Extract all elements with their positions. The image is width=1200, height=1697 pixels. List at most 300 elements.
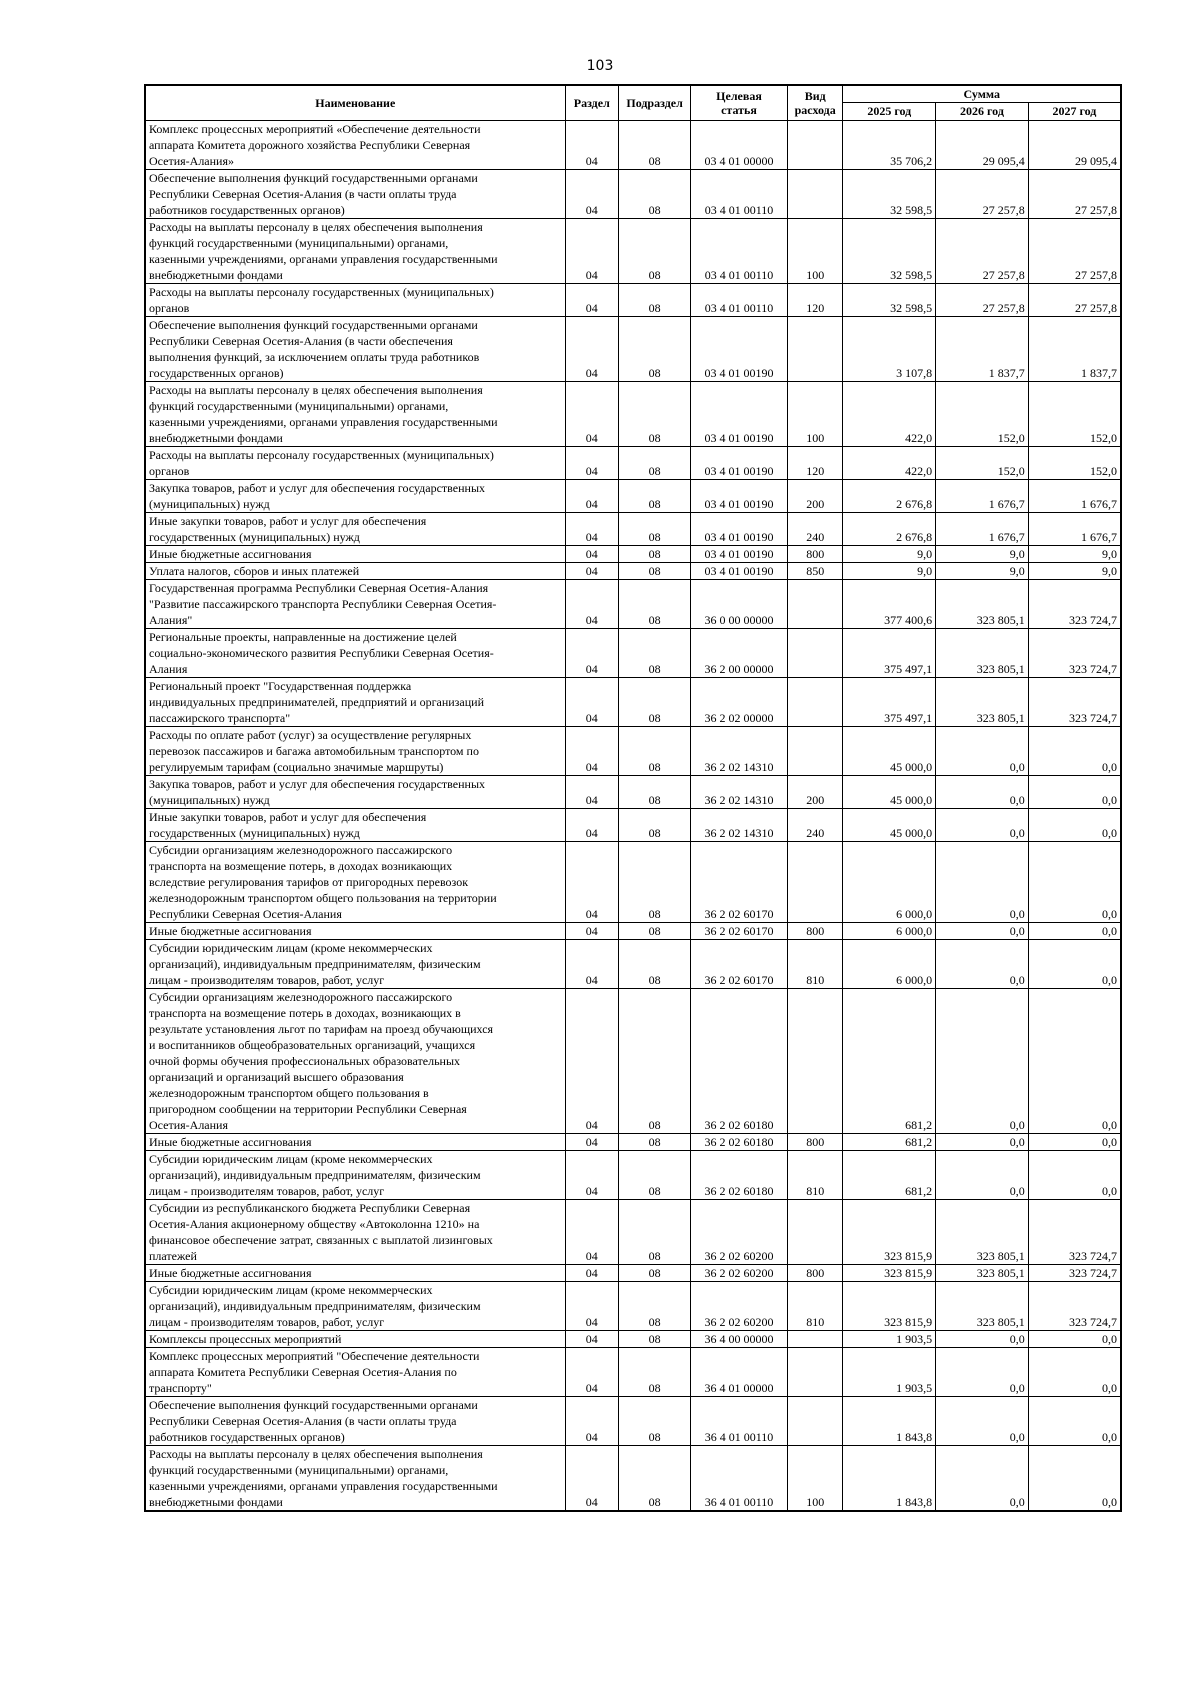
amount-2027-cell: 323 724,7 — [1028, 579, 1121, 628]
target-article-cell: 36 4 01 00110 — [691, 1445, 788, 1511]
amount-2027-cell: 0,0 — [1028, 841, 1121, 922]
subsection-cell: 08 — [619, 446, 691, 479]
expense-kind-cell: 200 — [787, 775, 843, 808]
expense-kind-cell: 800 — [787, 1133, 843, 1150]
item-name-line: железнодорожным транспортом общего пользования в — [149, 1085, 429, 1100]
item-name-line: индивидуальных предпринимателей, предприятий и организаций — [149, 694, 484, 709]
amount-2026-cell: 0,0 — [936, 808, 1029, 841]
amount-2025-cell: 45 000,0 — [843, 775, 936, 808]
section-cell: 04 — [565, 808, 619, 841]
item-name-line: организаций), индивидуальным предпринимателям, физическим — [149, 1298, 481, 1313]
item-name-line: (муниципальных) нужд — [149, 792, 270, 807]
section-cell: 04 — [565, 1396, 619, 1445]
subsection-cell: 08 — [619, 169, 691, 218]
section-cell: 04 — [565, 1281, 619, 1330]
amount-2025-cell: 9,0 — [843, 545, 936, 562]
amount-2027-cell: 27 257,8 — [1028, 218, 1121, 283]
subsection-cell: 08 — [619, 316, 691, 381]
amount-2027-cell: 0,0 — [1028, 1330, 1121, 1347]
expense-kind-cell — [787, 120, 843, 169]
target-article-cell: 36 2 02 60170 — [691, 922, 788, 939]
table-row — [145, 677, 1121, 726]
item-name-line: казенными учреждениями, органами управления государственными — [149, 1478, 498, 1493]
item-name-line: Расходы на выплаты персоналу в целях обеспечения выполнения — [149, 382, 483, 397]
expense-kind-cell — [787, 677, 843, 726]
item-name-line: Иные закупки товаров, работ и услуг для обеспечения — [149, 513, 427, 528]
amount-2026-cell: 0,0 — [936, 1445, 1029, 1511]
subsection-cell: 08 — [619, 218, 691, 283]
item-name-line: пассажирского транспорта" — [149, 710, 291, 725]
item-name-line: организаций), индивидуальным предпринимателям, физическим — [149, 1167, 481, 1182]
item-name-line: внебюджетными фондами — [149, 430, 283, 445]
item-name-line: органов — [149, 463, 190, 478]
table-row — [145, 579, 1121, 628]
table-row — [145, 628, 1121, 677]
item-name-line: Комплекс процессных мероприятий "Обеспечение деятельности — [149, 1348, 480, 1363]
expense-kind-cell: 850 — [787, 562, 843, 579]
amount-2025-cell: 35 706,2 — [843, 120, 936, 169]
item-name-line: вследствие регулирования тарифов от пригородных перевозок — [149, 874, 469, 889]
section-cell: 04 — [565, 775, 619, 808]
subsection-cell: 08 — [619, 283, 691, 316]
target-article-cell: 03 4 01 00110 — [691, 169, 788, 218]
item-name-cell — [145, 562, 565, 579]
table-row — [145, 939, 1121, 988]
expense-kind-cell: 100 — [787, 218, 843, 283]
amount-2027-cell: 1 676,7 — [1028, 479, 1121, 512]
amount-2026-cell: 152,0 — [936, 446, 1029, 479]
item-name-line: работников государственных органов) — [149, 202, 345, 217]
section-cell: 04 — [565, 479, 619, 512]
section-cell: 04 — [565, 939, 619, 988]
item-name-line: финансовое обеспечение затрат, связанных с выплатой лизинговых — [149, 1232, 493, 1247]
item-name-line: Республики Северная Осетия-Алания (в части оплаты труда — [149, 1413, 457, 1428]
item-name-line: Региональный проект "Государственная поддержка — [149, 678, 412, 693]
amount-2026-cell: 152,0 — [936, 381, 1029, 446]
item-name-line: Иные бюджетные ассигнования — [149, 923, 312, 938]
amount-2026-cell: 323 805,1 — [936, 1199, 1029, 1264]
item-name-line: (муниципальных) нужд — [149, 496, 270, 511]
target-article-cell: 36 2 02 60200 — [691, 1199, 788, 1264]
table-row — [145, 1133, 1121, 1150]
item-name-cell — [145, 841, 565, 922]
amount-2027-cell: 1 676,7 — [1028, 512, 1121, 545]
amount-2026-cell: 323 805,1 — [936, 628, 1029, 677]
amount-2025-cell: 32 598,5 — [843, 169, 936, 218]
amount-2026-cell: 1 676,7 — [936, 512, 1029, 545]
item-name-cell — [145, 775, 565, 808]
amount-2026-cell: 0,0 — [936, 841, 1029, 922]
amount-2026-cell: 323 805,1 — [936, 579, 1029, 628]
amount-2027-cell: 152,0 — [1028, 446, 1121, 479]
expense-kind-cell — [787, 988, 843, 1133]
table-row — [145, 1347, 1121, 1396]
item-name-line: государственных (муниципальных) нужд — [149, 529, 360, 544]
subsection-cell: 08 — [619, 1396, 691, 1445]
item-name-cell — [145, 726, 565, 775]
item-name-cell — [145, 512, 565, 545]
table-row — [145, 1330, 1121, 1347]
header-target-article — [691, 85, 788, 120]
item-name-cell — [145, 1330, 565, 1347]
expense-kind-cell — [787, 1330, 843, 1347]
amount-2026-cell: 0,0 — [936, 775, 1029, 808]
target-article-cell: 36 2 02 60200 — [691, 1264, 788, 1281]
subsection-cell: 08 — [619, 512, 691, 545]
target-article-cell: 03 4 01 00190 — [691, 316, 788, 381]
target-article-cell: 36 4 00 00000 — [691, 1330, 788, 1347]
amount-2027-cell: 0,0 — [1028, 988, 1121, 1133]
target-article-cell: 36 2 02 60180 — [691, 988, 788, 1133]
amount-2025-cell: 422,0 — [843, 446, 936, 479]
amount-2025-cell: 32 598,5 — [843, 218, 936, 283]
item-name-line: Государственная программа Республики Северная Осетия-Алания — [149, 580, 489, 595]
table-row — [145, 512, 1121, 545]
item-name-line: Комплекс процессных мероприятий «Обеспечение деятельности — [149, 121, 481, 136]
amount-2027-cell: 27 257,8 — [1028, 169, 1121, 218]
amount-2025-cell: 1 903,5 — [843, 1330, 936, 1347]
amount-2025-cell: 9,0 — [843, 562, 936, 579]
section-cell: 04 — [565, 218, 619, 283]
subsection-cell: 08 — [619, 1150, 691, 1199]
item-name-line: организаций и организаций высшего образования — [149, 1069, 404, 1084]
target-article-cell: 03 4 01 00190 — [691, 479, 788, 512]
item-name-cell — [145, 479, 565, 512]
item-name-line: железнодорожным транспортом общего пользования на территории — [149, 890, 497, 905]
expense-kind-cell: 120 — [787, 446, 843, 479]
item-name-line: государственных органов) — [149, 365, 284, 380]
item-name-line: пригородном сообщении на территории Республики Северная — [149, 1101, 467, 1116]
expense-kind-cell: 200 — [787, 479, 843, 512]
page-number: 103 — [586, 58, 614, 74]
item-name-line: работников государственных органов) — [149, 1429, 345, 1444]
subsection-cell: 08 — [619, 775, 691, 808]
table-row — [145, 808, 1121, 841]
subsection-cell: 08 — [619, 381, 691, 446]
amount-2027-cell: 152,0 — [1028, 381, 1121, 446]
item-name-line: Закупка товаров, работ и услуг для обеспечения государственных — [149, 776, 486, 791]
amount-2027-cell: 323 724,7 — [1028, 1264, 1121, 1281]
amount-2026-cell: 323 805,1 — [936, 1264, 1029, 1281]
header-target-line1: Целевая — [716, 88, 762, 103]
item-name-line: Расходы на выплаты персоналу государственных (муниципальных) — [149, 284, 494, 299]
item-name-line: функций государственными (муниципальными) органами, — [149, 235, 449, 250]
item-name-line: аппарата Комитета Республики Северная Осетия-Алания по — [149, 1364, 457, 1379]
amount-2026-cell: 0,0 — [936, 939, 1029, 988]
section-cell: 04 — [565, 545, 619, 562]
amount-2025-cell: 375 497,1 — [843, 628, 936, 677]
item-name-line: Осетия-Алания» — [149, 153, 234, 168]
section-cell: 04 — [565, 1347, 619, 1396]
item-name-line: государственных (муниципальных) нужд — [149, 825, 360, 840]
target-article-cell: 03 4 01 00110 — [691, 218, 788, 283]
table-row — [145, 316, 1121, 381]
subsection-cell: 08 — [619, 120, 691, 169]
item-name-line: Осетия-Алания — [149, 1117, 228, 1132]
item-name-line: Иные бюджетные ассигнования — [149, 1134, 312, 1149]
subsection-cell: 08 — [619, 545, 691, 562]
target-article-cell: 36 2 00 00000 — [691, 628, 788, 677]
section-cell: 04 — [565, 841, 619, 922]
amount-2025-cell: 6 000,0 — [843, 841, 936, 922]
item-name-line: "Развитие пассажирского транспорта Республики Северная Осетия- — [149, 596, 497, 611]
section-cell: 04 — [565, 1330, 619, 1347]
item-name-line: организаций), индивидуальным предпринимателям, физическим — [149, 956, 481, 971]
amount-2027-cell: 0,0 — [1028, 808, 1121, 841]
subsection-cell: 08 — [619, 677, 691, 726]
table-row — [145, 1281, 1121, 1330]
amount-2027-cell: 0,0 — [1028, 922, 1121, 939]
amount-2027-cell: 323 724,7 — [1028, 628, 1121, 677]
item-name-cell — [145, 381, 565, 446]
item-name-line: транспорту" — [149, 1380, 212, 1395]
amount-2025-cell: 681,2 — [843, 988, 936, 1133]
item-name-line: Субсидии юридическим лицам (кроме некоммерческих — [149, 940, 433, 955]
item-name-line: Осетия-Алания акционерному обществу «Автоколонна 1210» на — [149, 1216, 480, 1231]
item-name-line: Расходы на выплаты персоналу в целях обеспечения выполнения — [149, 219, 483, 234]
header-kind-line1: Вид — [804, 88, 826, 103]
item-name-cell — [145, 579, 565, 628]
header-kind-line2: расхода — [794, 102, 836, 117]
amount-2027-cell: 0,0 — [1028, 1396, 1121, 1445]
item-name-cell — [145, 446, 565, 479]
item-name-line: платежей — [149, 1248, 197, 1263]
target-article-cell: 36 2 02 60180 — [691, 1133, 788, 1150]
target-article-cell: 36 2 02 60170 — [691, 939, 788, 988]
table-row — [145, 1396, 1121, 1445]
amount-2025-cell: 422,0 — [843, 381, 936, 446]
header-year-2026: 2026 год — [936, 102, 1029, 120]
subsection-cell: 08 — [619, 922, 691, 939]
subsection-cell: 08 — [619, 1281, 691, 1330]
section-cell: 04 — [565, 726, 619, 775]
section-cell: 04 — [565, 120, 619, 169]
subsection-cell: 08 — [619, 1133, 691, 1150]
amount-2025-cell: 375 497,1 — [843, 677, 936, 726]
amount-2027-cell: 27 257,8 — [1028, 283, 1121, 316]
section-cell: 04 — [565, 1264, 619, 1281]
item-name-cell — [145, 988, 565, 1133]
amount-2026-cell: 27 257,8 — [936, 218, 1029, 283]
amount-2027-cell: 0,0 — [1028, 1133, 1121, 1150]
table-row — [145, 726, 1121, 775]
amount-2025-cell: 2 676,8 — [843, 479, 936, 512]
item-name-line: Алания" — [149, 612, 193, 627]
amount-2027-cell: 323 724,7 — [1028, 677, 1121, 726]
subsection-cell: 08 — [619, 1347, 691, 1396]
item-name-line: Расходы на выплаты персоналу государственных (муниципальных) — [149, 447, 494, 462]
amount-2025-cell: 323 815,9 — [843, 1264, 936, 1281]
item-name-cell — [145, 1445, 565, 1511]
target-article-cell: 36 4 01 00000 — [691, 1347, 788, 1396]
table-row — [145, 1150, 1121, 1199]
item-name-line: Комплексы процессных мероприятий — [149, 1331, 342, 1346]
amount-2025-cell: 323 815,9 — [843, 1281, 936, 1330]
table-row — [145, 446, 1121, 479]
section-cell: 04 — [565, 677, 619, 726]
item-name-line: Республики Северная Осетия-Алания (в части оплаты труда — [149, 186, 457, 201]
item-name-line: Республики Северная Осетия-Алания (в части обеспечения — [149, 333, 453, 348]
expense-kind-cell: 800 — [787, 1264, 843, 1281]
item-name-cell — [145, 1281, 565, 1330]
expense-kind-cell: 100 — [787, 1445, 843, 1511]
target-article-cell: 03 4 01 00190 — [691, 562, 788, 579]
item-name-cell — [145, 1396, 565, 1445]
table-row — [145, 922, 1121, 939]
section-cell: 04 — [565, 1445, 619, 1511]
amount-2026-cell: 0,0 — [936, 1396, 1029, 1445]
item-name-cell — [145, 169, 565, 218]
target-article-cell: 03 4 01 00110 — [691, 283, 788, 316]
item-name-line: выполнения функций, за исключением оплаты труда работников — [149, 349, 480, 364]
target-article-cell: 03 4 01 00000 — [691, 120, 788, 169]
target-article-cell: 36 2 02 60170 — [691, 841, 788, 922]
amount-2025-cell: 323 815,9 — [843, 1199, 936, 1264]
amount-2026-cell: 0,0 — [936, 1133, 1029, 1150]
subsection-cell: 08 — [619, 1330, 691, 1347]
amount-2027-cell: 29 095,4 — [1028, 120, 1121, 169]
header-expense-kind — [787, 85, 843, 120]
item-name-line: Республики Северная Осетия-Алания — [149, 906, 342, 921]
subsection-cell: 08 — [619, 1445, 691, 1511]
amount-2025-cell: 45 000,0 — [843, 808, 936, 841]
item-name-line: очной формы обучения профессиональных образовательных — [149, 1053, 461, 1068]
item-name-line: органов — [149, 300, 190, 315]
item-name-cell — [145, 677, 565, 726]
table-row — [145, 1264, 1121, 1281]
amount-2026-cell: 27 257,8 — [936, 283, 1029, 316]
item-name-line: Расходы по оплате работ (услуг) за осуществление регулярных — [149, 727, 472, 742]
target-article-cell: 03 4 01 00190 — [691, 446, 788, 479]
item-name-cell — [145, 1133, 565, 1150]
section-cell: 04 — [565, 316, 619, 381]
header-year-2025: 2025 год — [843, 102, 936, 120]
amount-2027-cell: 0,0 — [1028, 939, 1121, 988]
amount-2027-cell: 323 724,7 — [1028, 1199, 1121, 1264]
subsection-cell: 08 — [619, 579, 691, 628]
table-row — [145, 1445, 1121, 1511]
item-name-line: социально-экономического развития Республики Северная Осетия- — [149, 645, 494, 660]
target-article-cell: 36 0 00 00000 — [691, 579, 788, 628]
amount-2026-cell: 323 805,1 — [936, 677, 1029, 726]
table-row — [145, 988, 1121, 1133]
item-name-line: Иные закупки товаров, работ и услуг для обеспечения — [149, 809, 427, 824]
amount-2025-cell: 1 903,5 — [843, 1347, 936, 1396]
item-name-line: Закупка товаров, работ и услуг для обеспечения государственных — [149, 480, 486, 495]
item-name-line: функций государственными (муниципальными) органами, — [149, 398, 449, 413]
item-name-cell — [145, 1150, 565, 1199]
amount-2027-cell: 0,0 — [1028, 726, 1121, 775]
item-name-line: лицам - производителям товаров, работ, услуг — [149, 1314, 385, 1329]
item-name-line: регулируемым тарифам (социально значимые маршруты) — [149, 759, 444, 774]
table-row — [145, 120, 1121, 169]
item-name-cell — [145, 545, 565, 562]
item-name-cell — [145, 316, 565, 381]
expense-kind-cell: 810 — [787, 939, 843, 988]
section-cell: 04 — [565, 1150, 619, 1199]
item-name-line: Субсидии из республиканского бюджета Республики Северная — [149, 1200, 471, 1215]
item-name-line: внебюджетными фондами — [149, 1494, 283, 1509]
amount-2025-cell: 681,2 — [843, 1133, 936, 1150]
budget-table — [144, 84, 1122, 1512]
item-name-cell — [145, 283, 565, 316]
item-name-line: Обеспечение выполнения функций государственными органами — [149, 1397, 478, 1412]
section-cell: 04 — [565, 446, 619, 479]
table-row — [145, 169, 1121, 218]
section-cell: 04 — [565, 169, 619, 218]
expense-kind-cell: 800 — [787, 922, 843, 939]
item-name-cell — [145, 1264, 565, 1281]
table-row — [145, 283, 1121, 316]
target-article-cell: 36 2 02 00000 — [691, 677, 788, 726]
header-subsection: Подраздел — [619, 85, 691, 120]
expense-kind-cell: 120 — [787, 283, 843, 316]
header-sum: Сумма — [843, 85, 1121, 102]
amount-2026-cell: 27 257,8 — [936, 169, 1029, 218]
amount-2027-cell: 0,0 — [1028, 1347, 1121, 1396]
subsection-cell: 08 — [619, 1264, 691, 1281]
amount-2025-cell: 6 000,0 — [843, 939, 936, 988]
section-cell: 04 — [565, 628, 619, 677]
amount-2025-cell: 681,2 — [843, 1150, 936, 1199]
item-name-line: Субсидии юридическим лицам (кроме некоммерческих — [149, 1282, 433, 1297]
amount-2025-cell: 1 843,8 — [843, 1396, 936, 1445]
section-cell: 04 — [565, 512, 619, 545]
section-cell: 04 — [565, 579, 619, 628]
item-name-cell — [145, 808, 565, 841]
target-article-cell: 36 2 02 14310 — [691, 775, 788, 808]
amount-2026-cell: 29 095,4 — [936, 120, 1029, 169]
table-row — [145, 1199, 1121, 1264]
target-article-cell: 03 4 01 00190 — [691, 512, 788, 545]
item-name-line: перевозок пассажиров и багажа автомобильным транспортом по — [149, 743, 479, 758]
amount-2026-cell: 0,0 — [936, 1347, 1029, 1396]
target-article-cell: 36 2 02 14310 — [691, 726, 788, 775]
expense-kind-cell: 240 — [787, 512, 843, 545]
amount-2026-cell: 1 676,7 — [936, 479, 1029, 512]
item-name-cell — [145, 218, 565, 283]
expense-kind-cell — [787, 1396, 843, 1445]
subsection-cell: 08 — [619, 808, 691, 841]
table-body — [145, 120, 1121, 1511]
section-cell: 04 — [565, 988, 619, 1133]
subsection-cell: 08 — [619, 479, 691, 512]
subsection-cell: 08 — [619, 841, 691, 922]
amount-2025-cell: 3 107,8 — [843, 316, 936, 381]
item-name-line: Иные бюджетные ассигнования — [149, 1265, 312, 1280]
target-article-cell: 36 2 02 14310 — [691, 808, 788, 841]
expense-kind-cell: 810 — [787, 1281, 843, 1330]
subsection-cell: 08 — [619, 726, 691, 775]
section-cell: 04 — [565, 922, 619, 939]
amount-2026-cell: 0,0 — [936, 726, 1029, 775]
expense-kind-cell: 800 — [787, 545, 843, 562]
subsection-cell: 08 — [619, 939, 691, 988]
expense-kind-cell — [787, 1199, 843, 1264]
item-name-cell — [145, 628, 565, 677]
expense-kind-cell — [787, 726, 843, 775]
section-cell: 04 — [565, 1133, 619, 1150]
item-name-line: Субсидии организациям железнодорожного пассажирского — [149, 842, 453, 857]
item-name-line: казенными учреждениями, органами управления государственными — [149, 251, 498, 266]
amount-2026-cell: 9,0 — [936, 545, 1029, 562]
expense-kind-cell — [787, 1347, 843, 1396]
amount-2026-cell: 0,0 — [936, 1330, 1029, 1347]
amount-2027-cell: 9,0 — [1028, 545, 1121, 562]
expense-kind-cell — [787, 169, 843, 218]
amount-2027-cell: 9,0 — [1028, 562, 1121, 579]
amount-2027-cell: 0,0 — [1028, 1150, 1121, 1199]
